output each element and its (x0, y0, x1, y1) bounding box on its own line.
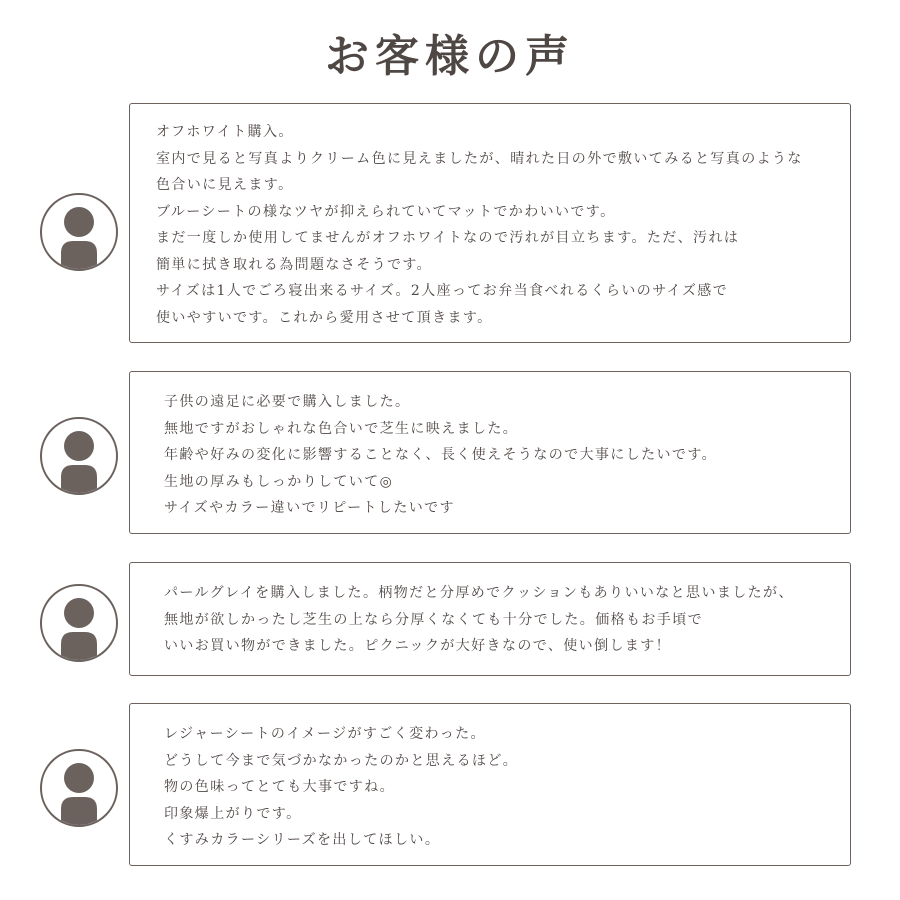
review-text (164, 580, 840, 660)
review-box (129, 371, 851, 534)
review-line: どうして今まで気づかなかったのかと思えるほど。 (164, 752, 519, 769)
review-line: 生地の厚みもしっかりしていて◎ (164, 473, 394, 490)
page-title: お客様の声 (325, 31, 575, 82)
review-line: 使いやすいです。これから愛用させて頂きます。 (156, 309, 493, 326)
review-box (129, 703, 851, 866)
review-text (164, 721, 840, 854)
review-line: 簡単に拭き取れる為問題なさそうです。 (156, 256, 433, 273)
review-line: くすみカラーシリーズを出してほしい。 (164, 832, 441, 848)
review-line: レジャーシートのイメージがすごく変わった。 (164, 726, 486, 742)
review-box (129, 103, 851, 343)
review-line: オフホワイト購入。 (156, 124, 294, 140)
review-line: まだ一度しか使用してませんがオフホワイトなので汚れが目立ちます。ただ、汚れは (156, 230, 740, 246)
review-text (156, 119, 840, 331)
review-line: 色合いに見えます。 (156, 177, 294, 193)
review-line: 無地ですがおしゃれな色合いで芝生に映えました。 (164, 420, 519, 437)
review-line: 子供の遠足に必要で購入しました。 (164, 394, 411, 410)
avatar-person-silhouette-icon (40, 193, 118, 271)
review-line: いいお買い物ができました。ピクニックが大好きなので、使い倒します！ (164, 638, 672, 654)
review-line: サイズやカラー違いでリピートしたいです (164, 500, 455, 516)
review-line: ブルーシートの様なツヤが抑えられていてマットでかわいいです。 (156, 203, 616, 220)
review-line: 印象爆上がりです。 (164, 805, 302, 822)
review-line: パールグレイを購入しました。柄物だと分厚めでクッションもありいいなと思いましたが、 (164, 585, 794, 601)
review-line: 物の色味ってとても大事ですね。 (164, 779, 395, 795)
review-line: 室内で見ると写真よりクリーム色に見えましたが、晴れた日の外で敷いてみると写真のような (156, 150, 803, 167)
avatar-person-silhouette-icon (40, 417, 118, 495)
review-line: サイズは1人でごろ寝出来るサイズ。2人座ってお弁当食べれるくらいのサイズ感で (156, 283, 729, 299)
person-silhouette-icon (42, 586, 116, 660)
review-box (129, 562, 851, 676)
person-silhouette-icon (42, 751, 116, 825)
person-silhouette-icon (42, 419, 116, 493)
review-text (164, 389, 840, 522)
avatar-person-silhouette-icon (40, 749, 118, 827)
person-silhouette-icon (42, 195, 116, 269)
review-line: 年齢や好みの変化に影響することなく、長く使えそうなので大事にしたいです。 (164, 447, 717, 463)
review-line: 無地が欲しかったし芝生の上なら分厚くなくても十分でした。価格もお手頃で (164, 611, 703, 628)
avatar-person-silhouette-icon (40, 584, 118, 662)
